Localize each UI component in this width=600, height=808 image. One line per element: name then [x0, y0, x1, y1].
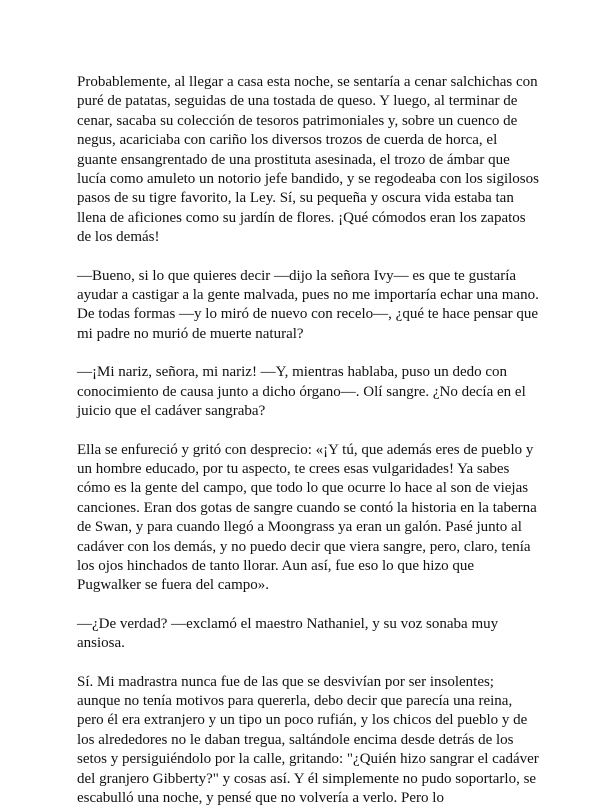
paragraph-5: —¿De verdad? —exclamó el maestro Nathaniel, y su voz sonaba muy ansiosa.	[77, 615, 499, 652]
paragraph-3: —¡Mi nariz, señora, mi nariz! —Y, mientras hablaba, puso un dedo con conocimiento de causa junto a dicho órgano—. Olí sangre. ¿No decía en el juicio que el cadáver sangraba?	[77, 364, 526, 420]
paragraph-2: —Bueno, si lo que quieres decir —dijo la señora Ivy— es que te gustaría ayudar a castigar a la gente malvada, pues no me importaría echar una mano. De todas formas —y lo miró de nuevo con recelo—, ¿qué te hace pensar que mi padre no murió de muerte natural?	[77, 267, 539, 342]
paragraph-4: Ella se enfureció y gritó con desprecio: «¡Y tú, que además eres de pueblo y un hombre educado, por tu aspecto, te crees esas vulgaridades! Ya sabes cómo es la gente del campo, que todo lo que ocurre lo hace al son de viejas canciones. Eran dos gotas de sangre cuando se contó la historia en la taberna de Swan, y para cuando llegó a Moongrass ya eran un galón. Pasé junto al cadáver con los demás, y no puedo decir que viera sangre, pero, claro, tenía los ojos hinchados de tanto llorar. Aun así, fue eso lo que hizo que Pugwalker se fuera del campo».	[77, 441, 537, 594]
paragraph-6: Sí. Mi madrastra nunca fue de las que se desvivían por ser insolentes; aunque no tenía motivos para quererla, debo decir que parecía una reina, pero él era extranjero y un tipo un poco rufián, y los chicos del pueblo y de los alrededores no le daban tregua, saltándole encima desde detrás de los setos y persiguiéndolo por la calle, gritando: "¿Quién hizo sangrar el cadáver del granjero Gibberty?" y cosas así. Y él simplemente no pudo soportarlo, se escabulló una noche, y pensé que no volvería a verlo. Pero lo	[77, 673, 539, 806]
paragraph-1: Probablemente, al llegar a casa esta noche, se sentaría a cenar salchichas con puré de patatas, seguidas de una tostada de queso. Y luego, al terminar de cenar, sacaba su colección de tesoros patrimoniales y, sobre un cuenco de negus, acariciaba con cariño los diversos trozos de cuerda de horca, el guante ensangrentado de una prostituta asesinada, el trozo de ámbar que lucía como amuleto un notorio jefe bandido, y se regodeaba con los sigilosos pasos de su tigre favorito, la Ley. Sí, su pequeña y oscura vida estaba tan llena de aficiones como su jardín de flores. ¡Qué cómodos eran los zapatos de los demás!	[77, 74, 539, 246]
